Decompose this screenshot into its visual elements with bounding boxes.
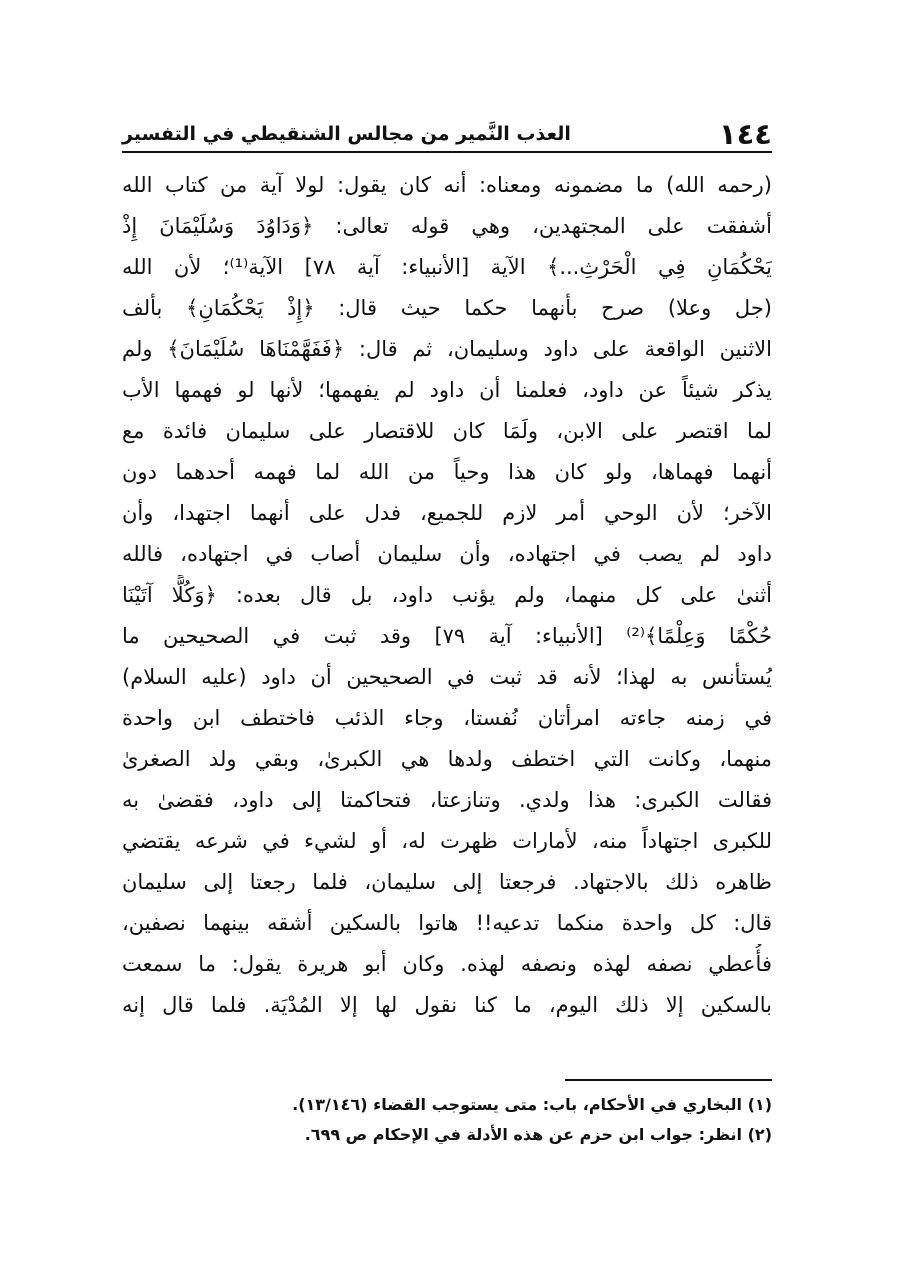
running-title: العذب النَّمير من مجالس الشنقيطي في التفسير [122,123,571,145]
footnotes [122,1090,772,1150]
page-number: ١٤٤ [718,117,772,151]
header-rule [122,151,772,153]
footnote-1: (١) البخاري في الأحكام، باب: متى يستوجب القضاء (١٣/١٤٦). [292,1095,772,1114]
body-line: الاثنين الواقعة على داود وسليمان، ثم قال: ﴿فَفَهَّمْنَاهَا سُلَيْمَانَ﴾ ولم [122,337,772,361]
page-header [122,108,772,152]
body-line: منهما، وكانت التي اختطف ولدها هي الكبرىٰ، وبقي ولد الصغرىٰ [122,747,772,771]
body-line: فقالت الكبرى: هذا ولدي. وتنازعتا، فتحاكمتا إلى داود، فقضىٰ به [122,788,772,812]
body-line: في زمنه جاءته امرأتان نُفستا، وجاء الذئب فاختطف ابن واحدة [122,706,772,730]
body-line: يذكر شيئاً عن داود، فعلمنا أن داود لم يفهمها؛ لأنها لو فهمها الأب [122,378,772,402]
body-line: أثنىٰ على كل منهما، ولم يؤنب داود، بل قال بعده: ﴿وَكُلًّا آتَيْنَا [122,583,772,607]
body-line: داود لم يصب في اجتهاده، وأن سليمان أصاب في اجتهاده، فالله [122,542,772,566]
body-text [122,165,772,1026]
footnote-2: (٢) انظر: جواب ابن حزم عن هذه الأدلة في الإحكام ص ٦٩٩. [304,1125,772,1144]
body-line: يُستأنس به لهذا؛ لأنه قد ثبت في الصحيحين أن داود (عليه السلام) [122,665,772,689]
body-line: للكبرى اجتهاداً منه، لأمارات ظهرت له، أو لشيء في شرعه يقتضي [122,829,772,853]
body-line: يَحْكُمَانِ فِي الْحَرْثِ...﴾ الآية [الأنبياء: آية ٧٨] الآية⁽¹⁾؛ لأن الله [122,255,772,279]
body-line: لما اقتصر على الابن، ولَمَا كان للاقتصار على سليمان فائدة مع [122,419,772,443]
body-line: (جل وعلا) صرح بأنهما حكما حيث قال: ﴿إِذْ يَحْكُمَانِ﴾ بألف [122,296,772,320]
body-line: حُكْمًا وَعِلْمًا﴾⁽²⁾ [الأنبياء: آية ٧٩] وقد ثبت في الصحيحين ما [122,624,772,648]
body-line: ظاهره ذلك بالاجتهاد. فرجعتا إلى سليمان، فلما رجعتا إلى سليمان [122,870,772,894]
body-line: قال: كل واحدة منكما تدعيه!! هاتوا بالسكين أشقه بينهما نصفين، [122,911,772,935]
body-line: الآخر؛ لأن الوحي أمر لازم للجميع، فدل على أنهما اجتهدا، وأن [122,501,772,525]
body-line: أشفقت على المجتهدين، وهي قوله تعالى: ﴿وَدَاوُدَ وَسُلَيْمَانَ إِذْ [122,214,772,238]
body-line: فأُعطي نصفه لهذه ونصفه لهذه. وكان أبو هريرة يقول: ما سمعت [122,952,772,976]
body-line: أنهما فهماها، ولو كان هذا وحياً من الله لما فهمه أحدهما دون [122,460,772,484]
body-line: (رحمه الله) ما مضمونه ومعناه: أنه كان يقول: لولا آية من كتاب الله [122,173,772,197]
footnote-separator [565,1079,772,1081]
body-line: بالسكين إلا ذلك اليوم، ما كنا نقول لها إلا المُدْيَة. فلما قال إنه [122,993,772,1017]
